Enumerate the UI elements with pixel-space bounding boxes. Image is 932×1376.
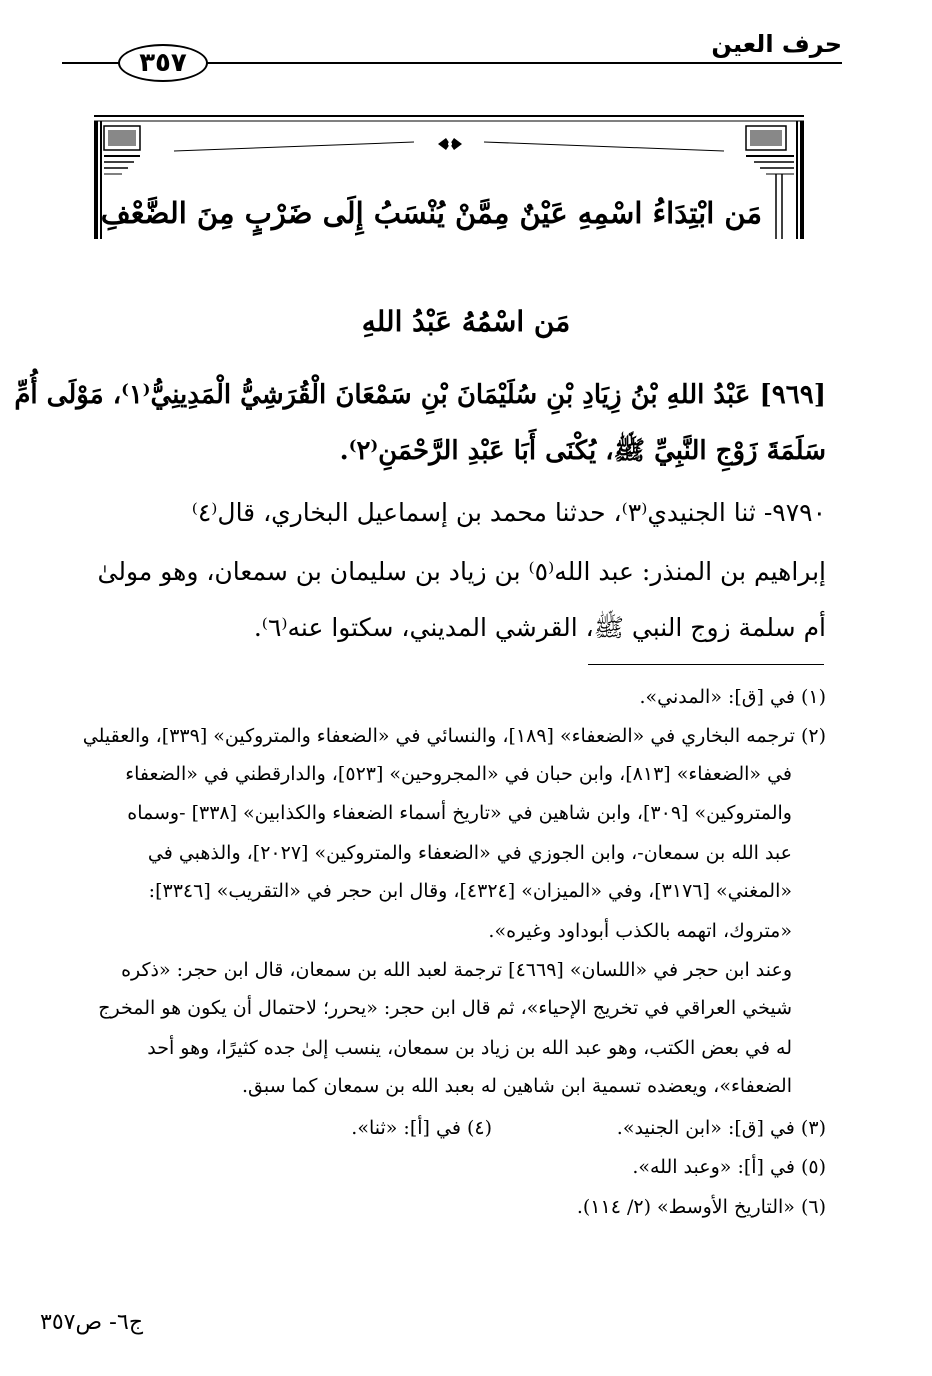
flower-ornament-icon (436, 134, 464, 154)
narration-line: ٩٧٩٠- ثنا الجنيدي⁽٣⁾، حدثنا محمد بن إسماعيل البخاري، قال⁽٤⁾ (191, 498, 826, 527)
page-number: ٣٥٧ (118, 44, 208, 82)
section-heading: مَن اسْمُهُ عَبْدُ اللهِ (361, 305, 571, 338)
footnote-line: (٢) ترجمه البخاري في «الضعفاء» [١٨٩]، والنسائي في «الضعفاء والمتروكين» [٣٣٩]، والعقيلي (82, 725, 826, 747)
footnote-line: «المغني» [٣١٧٦]، وفي «الميزان» [٤٣٢٤]، وقال ابن حجر في «التقريب» [٣٣٤٦]: (148, 880, 792, 902)
footnote-line: في «الضعفاء» [٨١٣]، وابن حبان في «المجروحين» [٥٢٣]، والدارقطني في «الضعفاء (125, 763, 792, 785)
footnote-line: (٣) في [ق]: «ابن الجنيد». (616, 1117, 826, 1139)
banner-title: مَن ابْتِدَاءُ اسْمِهِ عَيْنٌ مِمَّنْ يُنْسَبُ إِلَى ضَرْبٍ مِنَ الضَّعْفِ (100, 196, 762, 230)
narration-line: إبراهيم بن المنذر: عبد الله⁽٥⁾ بن زياد بن سليمان بن سمعان، وهو مولىٰ (97, 557, 826, 586)
entry-heading-line: [٩٦٩] عَبْدُ اللهِ بْنُ زِيَادِ بْنِ سُلَيْمَانَ بْنِ سَمْعَانَ الْقُرَشِيُّ الْمَدِينِيُّ⁽١⁾، مَوْلَى أُمِّ (14, 380, 826, 410)
page-reference: ج٦- ص٣٥٧ (40, 1310, 144, 1335)
narration-line: أم سلمة زوج النبي ﷺ، القرشي المديني، سكتوا عنه⁽٦⁾. (253, 613, 826, 642)
footnote-line: شيخي العراقي في تخريج الإحياء»، ثم قال ابن حجر: «يحرر؛ لاحتمال أن يكون هو المخرج (98, 997, 792, 1019)
footnote-line: له في بعض الكتب، وهو عبد الله بن زياد بن سمعان، ينسب إلىٰ جده كثيرًا، وهو أحد (147, 1037, 792, 1059)
footnote-line: عبد الله بن سمعان-، وابن الجوزي في «الضعفاء والمتروكين» [٢٠٢٧]، والذهبي في (147, 842, 792, 864)
footnote-line: (٦) «التاريخ الأوسط» (٢/ ١١٤). (576, 1196, 826, 1218)
footnote-line: (٤) في [أ]: «ثنا». (351, 1117, 492, 1139)
footnote-line: الضعفاء»، ويعضده تسمية ابن شاهين له بعبد الله بن سمعان كما سبق. (242, 1075, 792, 1097)
entry-heading-line: سَلَمَةَ زَوْجِ النَّبِيِّ ﷺ، يُكْنَى أَبَا عَبْدِ الرَّحْمَنِ⁽٢⁾. (339, 436, 826, 466)
footnote-line: (١) في [ق]: «المدني». (639, 686, 826, 708)
footnote-line: «متروك، اتهمه بالكذب أبوداود وغيره». (488, 920, 792, 942)
footnote-line: وعند ابن حجر في «اللسان» [٤٦٦٩] ترجمة لعبد الله بن سمعان، قال ابن حجر: «ذكره (121, 959, 792, 981)
running-title: حرف العين (711, 30, 842, 58)
footnote-separator (588, 664, 824, 665)
footnote-line: (٥) في [أ]: «وعبد الله». (632, 1156, 826, 1178)
footnote-line: والمتروكين» [٣٠٩]، وابن شاهين في «تاريخ أسماء الضعفاء والكذابين» [٣٣٨] -وسماه (127, 802, 792, 824)
